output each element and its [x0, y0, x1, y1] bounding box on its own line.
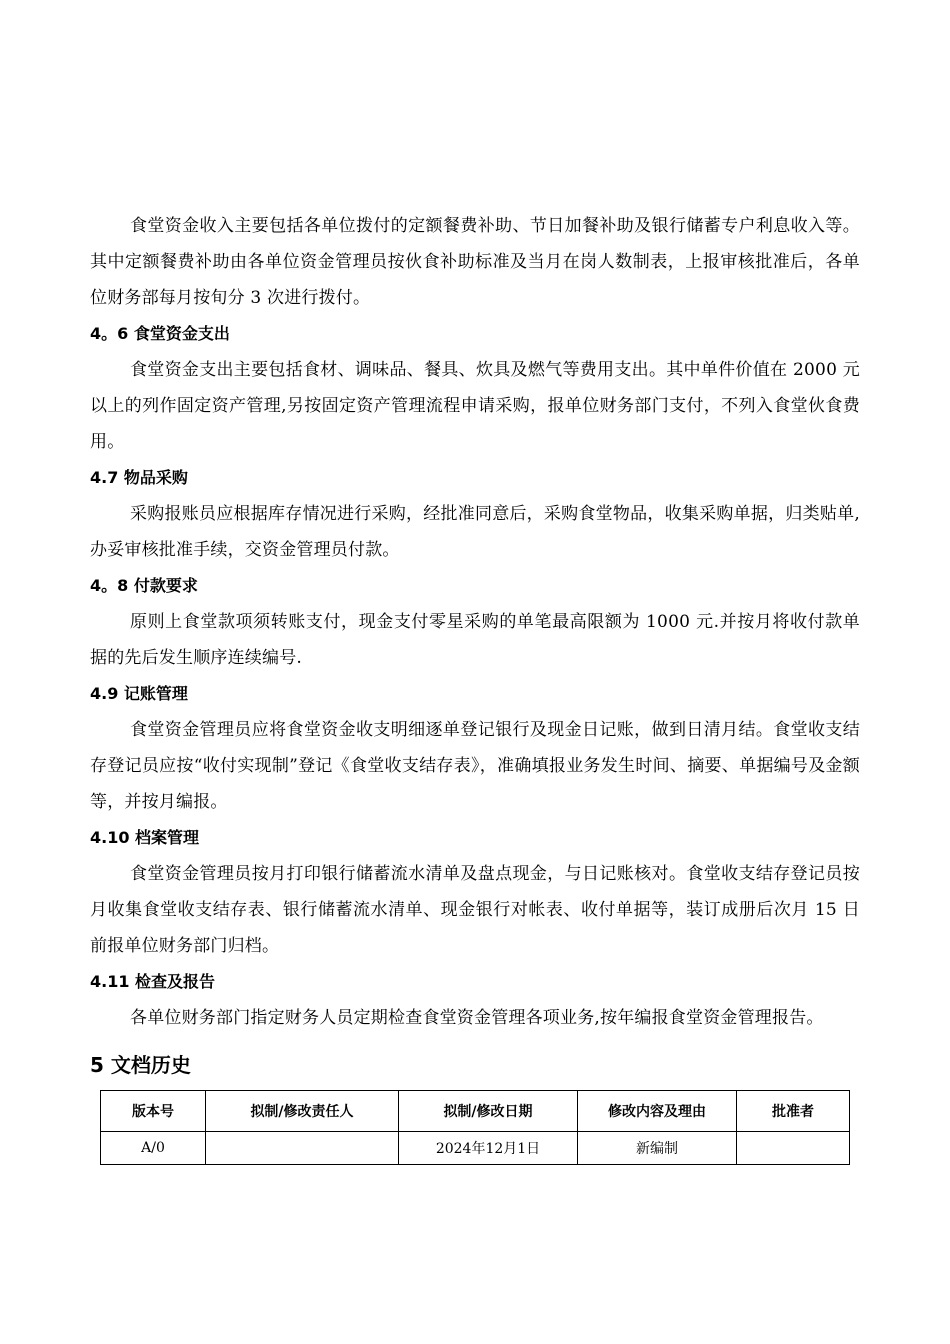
history-header-row [101, 1091, 850, 1132]
heading-4-9: 4.9 记账管理 [90, 684, 188, 703]
cell-approver [737, 1132, 850, 1165]
heading-4-11: 4.11 检查及报告 [90, 972, 216, 991]
cell-change: 新编制 [578, 1132, 737, 1165]
heading-4-8: 4。8 付款要求 [90, 576, 198, 595]
document-body [90, 208, 860, 1165]
paragraph-income: 食堂资金收入主要包括各单位拨付的定额餐费补助、节日加餐补助及银行储蓄专户利息收入等。其中定额餐费补助由各单位资金管理员按伙食补助标准及当月在岗人数制表，上报审核批准后，各单位财务部每月按旬分 3 次进行拨付。 [90, 216, 860, 308]
col-author: 拟制/修改责任人 [206, 1091, 399, 1132]
col-date: 拟制/修改日期 [399, 1091, 578, 1132]
paragraph-4-9: 食堂资金管理员应将食堂资金收支明细逐单登记银行及现金日记账，做到日清月结。食堂收支结存登记员应按“收付实现制”登记《食堂收支结存表》，准确填报业务发生时间、摘要、单据编号及金额等，并按月编报。 [90, 720, 860, 812]
cell-author [206, 1132, 399, 1165]
paragraph-4-11: 各单位财务部门指定财务人员定期检查食堂资金管理各项业务,按年编报食堂资金管理报告。 [130, 1008, 824, 1028]
heading-4-7: 4.7 物品采购 [90, 468, 188, 487]
cell-version: A/0 [101, 1132, 206, 1165]
cell-date: 2024年12月1日 [399, 1132, 578, 1165]
heading-4-6: 4。6 食堂资金支出 [90, 324, 230, 343]
paragraph-4-10: 食堂资金管理员按月打印银行储蓄流水清单及盘点现金，与日记账核对。食堂收支结存登记员按月收集食堂收支结存表、银行储蓄流水清单、现金银行对帐表、收付单据等，装订成册后次月 15 日前报单位财务部门归档。 [90, 864, 860, 956]
table-row [101, 1132, 850, 1165]
heading-4-10: 4.10 档案管理 [90, 828, 200, 847]
paragraph-4-7: 采购报账员应根据库存情况进行采购，经批准同意后，采购食堂物品，收集采购单据，归类贴单,办妥审核批准手续，交资金管理员付款。 [90, 504, 860, 560]
col-approver: 批准者 [737, 1091, 850, 1132]
section-title-history: 5 文档历史 [90, 1053, 191, 1077]
paragraph-4-8: 原则上食堂款项须转账支付，现金支付零星采购的单笔最高限额为 1000 元.并按月将收付款单据的先后发生顺序连续编号. [90, 612, 860, 668]
col-change: 修改内容及理由 [578, 1091, 737, 1132]
history-table [100, 1090, 850, 1165]
col-version: 版本号 [101, 1091, 206, 1132]
paragraph-4-6: 食堂资金支出主要包括食材、调味品、餐具、炊具及燃气等费用支出。其中单件价值在 2000 元以上的列作固定资产管理,另按固定资产管理流程申请采购，报单位财务部门支付，不列入食堂伙食费用。 [90, 360, 860, 452]
